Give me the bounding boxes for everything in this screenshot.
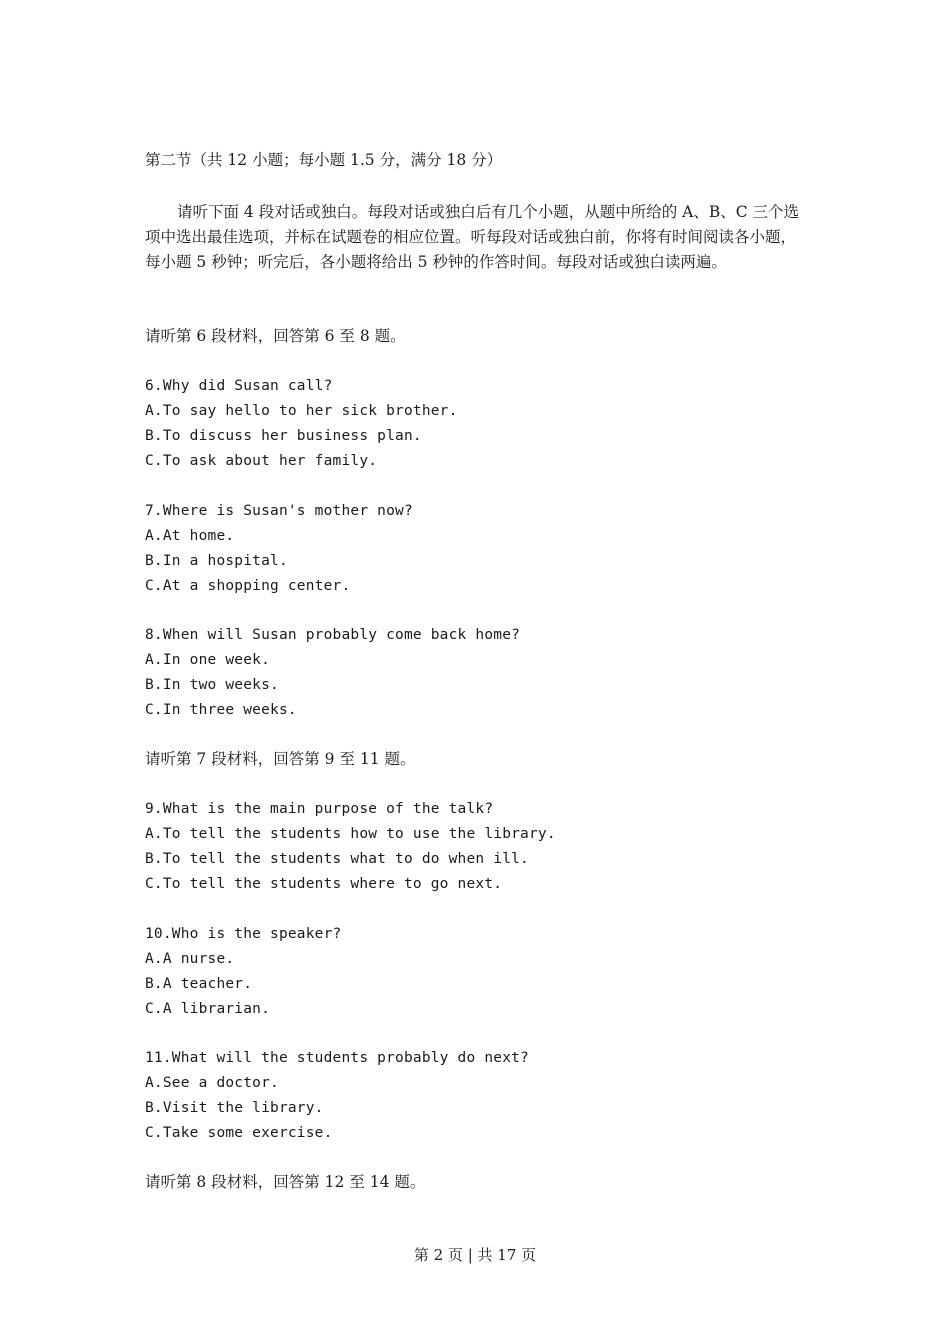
question-11-stem: 11.What will the students probably do next?	[145, 1050, 529, 1066]
section-heading: 第二节（共 12 小题；每小题 1.5 分，满分 18 分）	[145, 151, 503, 169]
question-6-option-b: B.To discuss her business plan.	[145, 428, 422, 444]
question-9-option-a: A.To tell the students how to use the library.	[145, 826, 556, 842]
page-footer: 第 2 页 | 共 17 页	[413, 1246, 537, 1264]
question-8-option-a: A.In one week.	[145, 652, 271, 668]
material-6-intro: 请听第 6 段材料，回答第 6 至 8 题。	[145, 327, 406, 345]
question-10-option-a: A.A nurse.	[145, 951, 235, 967]
question-7-option-b: B.In a hospital.	[145, 553, 288, 569]
question-9-stem: 9.What is the main purpose of the talk?	[145, 801, 494, 817]
section-instructions: 请听下面 4 段对话或独白。每段对话或独白后有几个小题，从题中所给的 A、B、C 三个选项中选出最佳选项，并标在试题卷的相应位置。听每段对话或独白前，你将有时间阅读各小题，每小题 5 秒钟；听完后，各小题将给出 5 秒钟的作答时间。每段对话或独白读两遍。	[145, 203, 800, 271]
question-7-option-c: C.At a shopping center.	[145, 578, 351, 594]
question-11-option-c: C.Take some exercise.	[145, 1125, 333, 1141]
question-6-option-a: A.To say hello to her sick brother.	[145, 403, 458, 419]
question-11-option-b: B.Visit the library.	[145, 1100, 324, 1116]
question-7-stem: 7.Where is Susan's mother now?	[145, 503, 413, 519]
question-10-stem: 10.Who is the speaker?	[145, 926, 342, 942]
question-8-stem: 8.When will Susan probably come back home?	[145, 627, 521, 643]
question-10-option-c: C.A librarian.	[145, 1001, 271, 1017]
question-6-option-c: C.To ask about her family.	[145, 453, 378, 469]
material-7-intro: 请听第 7 段材料，回答第 9 至 11 题。	[145, 750, 416, 768]
question-8-option-c: C.In three weeks.	[145, 702, 297, 718]
question-8-option-b: B.In two weeks.	[145, 677, 279, 693]
question-9-option-b: B.To tell the students what to do when ill.	[145, 851, 529, 867]
question-6-stem: 6.Why did Susan call?	[145, 378, 333, 394]
question-10-option-b: B.A teacher.	[145, 976, 253, 992]
question-11-option-a: A.See a doctor.	[145, 1075, 279, 1091]
material-8-intro: 请听第 8 段材料，回答第 12 至 14 题。	[145, 1173, 426, 1191]
question-9-option-c: C.To tell the students where to go next.	[145, 876, 503, 892]
question-7-option-a: A.At home.	[145, 528, 235, 544]
